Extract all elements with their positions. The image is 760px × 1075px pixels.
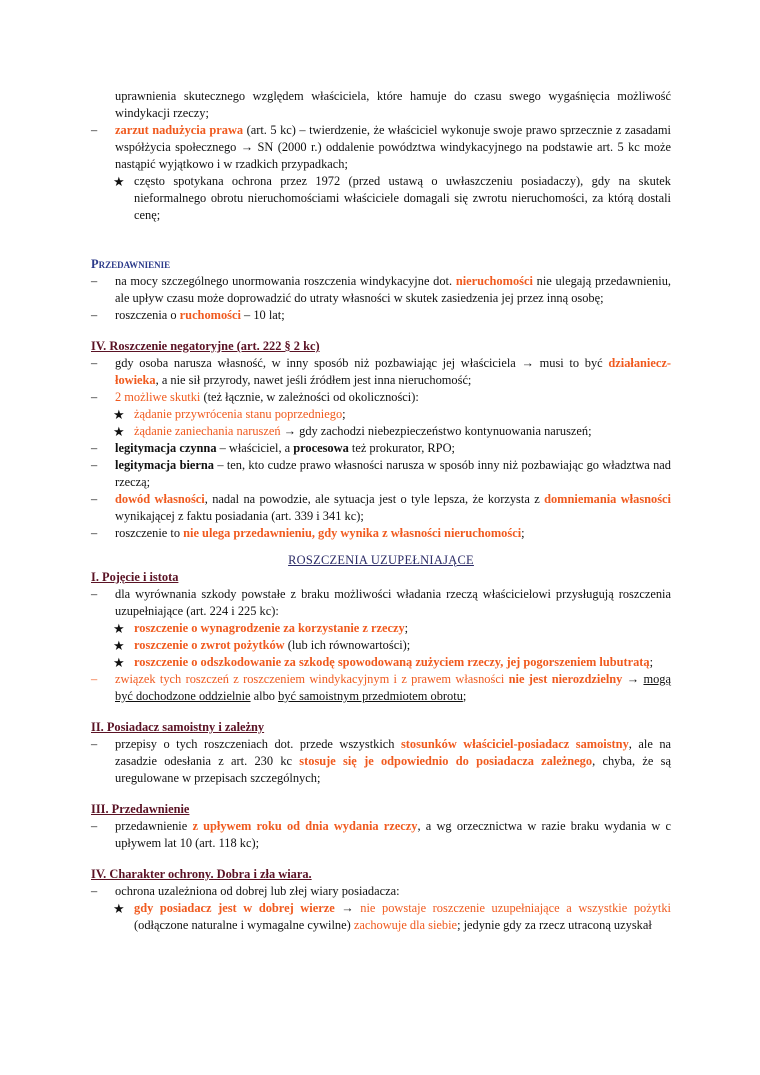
star-item xyxy=(91,620,671,637)
list-text: roszczenia o xyxy=(115,308,180,322)
list-text: ochrona uzależniona od dobrej lub złej wiary posiadacza: xyxy=(115,884,400,898)
list-item xyxy=(91,389,671,406)
bold-term: legitymacja czynna xyxy=(115,441,217,455)
list-item xyxy=(91,491,671,525)
list-text: na mocy szczególnego unormowania roszczenia windykacyjne dot. xyxy=(115,274,456,288)
dash-marker: – xyxy=(91,123,98,137)
list-item xyxy=(91,671,671,705)
list-text: – właściciel, a xyxy=(216,441,294,455)
star-icon: ★ xyxy=(113,655,125,670)
list-text: przepisy o tych roszczeniach dot. przede wszystkich xyxy=(115,737,401,751)
dash-marker: – xyxy=(91,737,98,751)
star-item xyxy=(91,406,671,423)
highlight-term: związek tych roszczeń z roszczeniem windykacyjnym i z prawem własności xyxy=(115,672,509,686)
bold-term: legitymacja bierna xyxy=(115,458,214,472)
list-text: ; xyxy=(521,526,525,540)
list-text: → gdy zachodzi niebezpieczeństwo kontynuowania naruszeń; xyxy=(280,424,592,438)
highlight-term: nie powstaje roszczenie uzupełniające a wszystkie pożytki xyxy=(360,901,671,915)
star-icon: ★ xyxy=(113,621,125,636)
list-text: ; xyxy=(462,689,467,703)
highlight-term: gdy posiadacz jest w dobrej wierze xyxy=(134,901,335,915)
underlined-term: być samoistnym przedmiotem obrotu xyxy=(278,689,463,703)
dash-marker: – xyxy=(91,308,98,322)
dash-marker: – xyxy=(91,587,98,601)
dash-marker: – xyxy=(91,356,98,370)
list-item xyxy=(91,586,671,620)
list-text: , a nie sił przyrody, nawet jeśli źródłem jest inna nieruchomość; xyxy=(155,373,472,387)
star-item xyxy=(91,637,671,654)
list-text: wynikającej z faktu posiadania (art. 339 i 341 kc); xyxy=(115,509,364,523)
star-icon: ★ xyxy=(113,424,125,439)
highlight-term: stosunków właściciel-posiadacz samoistny xyxy=(400,737,629,751)
star-item xyxy=(91,654,671,671)
list-item xyxy=(91,122,671,173)
list-text: – ten, kto cudze prawo własności narusza w sposób inny niż pozbawiając go władztwa nad rzeczą; xyxy=(115,458,671,489)
dash-marker: – xyxy=(91,390,98,404)
star-icon: ★ xyxy=(113,174,125,189)
list-text: (odłączone naturalne i wymagalne cywilne) xyxy=(134,918,354,932)
highlight-term: nie ulega przedawnieniu, gdy wynika z własności nieruchomości xyxy=(183,526,522,540)
highlight-term: zachowuje dla siebie xyxy=(353,918,458,932)
star-item xyxy=(91,173,671,224)
list-item xyxy=(91,440,671,457)
highlight-term: nie jest nierozdzielny xyxy=(508,672,623,686)
dash-marker: – xyxy=(91,492,98,506)
highlight-term: roszczenie o wynagrodzenie za korzystanie z rzeczy xyxy=(134,621,405,635)
list-text: roszczenie to xyxy=(115,526,184,540)
underlined-term: mogą być dochodzone oddzielnie xyxy=(115,672,671,703)
continuation-text: uprawnienia skutecznego względem właściciela, które hamuje do czasu swego wygaśnięcia możliwość windykacji rzeczy; xyxy=(115,89,671,120)
list-text: ; xyxy=(404,621,409,635)
section-heading: III. Przedawnienie xyxy=(91,802,190,816)
section-heading: II. Posiadacz samoistny i zależny xyxy=(91,720,265,734)
dash-marker: – xyxy=(91,274,98,288)
list-item xyxy=(91,307,671,324)
list-text: albo xyxy=(250,689,279,703)
list-text: – 10 lat; xyxy=(240,308,285,322)
list-text: ; xyxy=(342,407,346,421)
list-text: też prokurator, RPO; xyxy=(348,441,455,455)
list-text: ; xyxy=(649,655,654,669)
star-item xyxy=(91,900,671,934)
star-item xyxy=(91,423,671,440)
star-icon: ★ xyxy=(113,638,125,653)
list-item xyxy=(91,883,671,900)
highlight-term: domniemania własności xyxy=(544,492,671,506)
highlight-term: żądanie zaniechania naruszeń xyxy=(134,424,281,438)
list-text: często spotykana ochrona przez 1972 (przed ustawą o uwłaszczeniu posiadaczy), gdy na skutek nieformalnego obrotu nieruchomościami właściciele domagali się zwrotu nieruchomości, za którą dostali cenę; xyxy=(134,174,671,222)
highlight-term: stosuje się je odpowiednio do posiadacza zależnego xyxy=(299,754,593,768)
document-content xyxy=(91,88,671,934)
highlight-term: 2 możliwe skutki xyxy=(115,390,201,404)
highlight-term: działanieczłowieka xyxy=(115,356,671,387)
section-heading: I. Pojęcie i istota xyxy=(91,570,179,584)
list-item xyxy=(91,273,671,307)
highlight-term: dowód własności xyxy=(115,492,205,506)
chapter-title: ROSZCZENIA UZUPEŁNIAJĄCE xyxy=(288,553,474,567)
highlight-term: zarzut nadużycia prawa xyxy=(115,123,244,137)
highlight-term: roszczenie o odszkodowanie za szkodę spowodowaną zużyciem rzeczy, jej pogorszeniem lubutratą xyxy=(134,655,650,669)
list-text: ; jedynie gdy za rzecz utraconą uzyskał xyxy=(457,918,652,932)
dash-marker: – xyxy=(91,884,98,898)
list-item xyxy=(91,736,671,787)
section-heading: Przedawnienie xyxy=(91,257,171,271)
list-item xyxy=(91,818,671,852)
list-item xyxy=(91,355,671,389)
list-text: , ale na zasadzie odesłania z art. 230 kc xyxy=(115,737,672,768)
star-icon: ★ xyxy=(113,407,125,422)
list-text: , nadal na powodzie, ale sytuacja jest o tyle lepsza, że korzysta z xyxy=(204,492,545,506)
highlight-term: roszczenie o zwrot pożytków xyxy=(134,638,285,652)
dash-marker: – xyxy=(91,672,98,686)
highlight-term: z upływem roku od dnia wydania rzeczy xyxy=(192,819,418,833)
list-text: (też łącznie, w zależności od okoliczności): xyxy=(200,390,419,404)
list-item xyxy=(91,457,671,491)
dash-marker: – xyxy=(91,458,98,472)
bold-term: procesowa xyxy=(293,441,349,455)
list-text: → xyxy=(622,672,640,686)
list-item xyxy=(91,525,671,542)
list-text: , chyba, że są uregulowane w przepisach szczególnych; xyxy=(115,754,671,785)
list-text: nie ulegają przedawnieniu, ale upływ czasu może doprowadzić do utraty własności w skutek zasiedzenia jej przez inną osobę; xyxy=(115,274,671,305)
dash-marker: – xyxy=(91,819,98,833)
list-text: (lub ich równowartości); xyxy=(284,638,411,652)
list-text: → xyxy=(334,901,361,915)
section-heading: IV. Roszczenie negatoryjne (art. 222 § 2 kc) xyxy=(91,339,320,353)
dash-marker: – xyxy=(91,526,98,540)
highlight-term: ruchomości xyxy=(179,308,241,322)
star-icon: ★ xyxy=(113,901,125,916)
highlight-term: żądanie przywrócenia stanu poprzedniego xyxy=(134,407,343,421)
list-text: (art. 5 kc) – twierdzenie, że właściciel wykonuje swoje prawo sprzecznie z zasadami współżycia społecznego → SN (2000 r.) oddalenie powództwa windykacyjnego na podstawie art. 5 kc może nastąpić wyjątkowo i w rzadkich przypadkach; xyxy=(115,123,672,171)
highlight-term: nieruchomości xyxy=(455,274,533,288)
list-text: gdy osoba narusza własność, w inny sposób niż pozbawiając jej właściciela → musi to być xyxy=(115,356,609,370)
dash-marker: – xyxy=(91,441,98,455)
list-text: przedawnienie xyxy=(115,819,193,833)
section-heading: IV. Charakter ochrony. Dobra i zła wiara. xyxy=(91,867,312,881)
list-text: dla wyrównania szkody powstałe z braku możliwości władania rzeczą właścicielowi przysługują roszczenia uzupełniające (art. 224 i 225 kc): xyxy=(115,587,671,618)
list-text: , a wg orzecznictwa w razie braku wydania w c upływem lat 10 (art. 118 kc); xyxy=(115,819,671,850)
